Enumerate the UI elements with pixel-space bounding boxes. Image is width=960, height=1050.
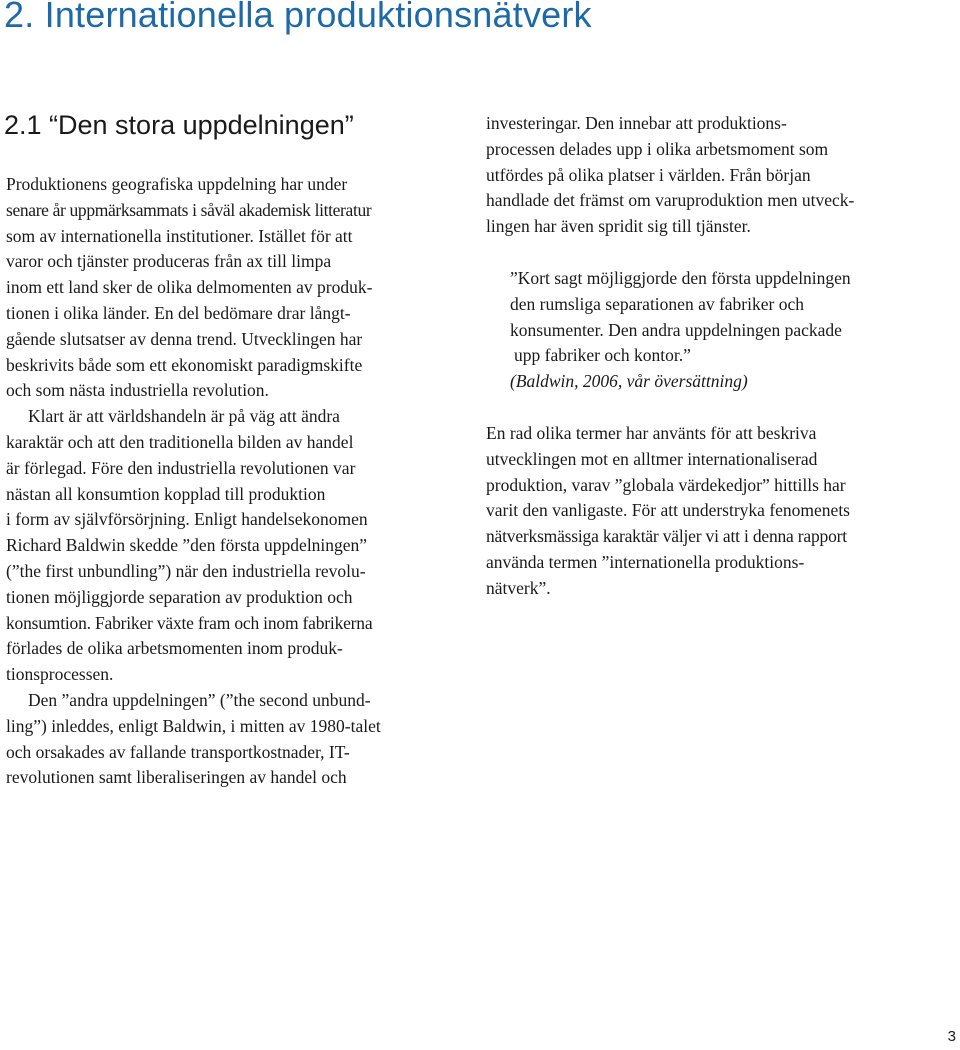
section-title: 2.1 “Den stora uppdelningen” [4,110,354,140]
chapter-title: 2. Internationella produktionsnätverk [4,0,592,35]
body-line: Den ”andra uppdelningen” (”the second unbund- [28,689,371,710]
body-line: nätverksmässiga karaktär väljer vi att i denna rapport [486,526,847,547]
body-line: produktion, varav ”globala värdekedjor” hittills har [486,474,846,495]
quote-line: konsumenter. Den andra uppdelningen packade [510,319,842,340]
quote-line: den rumsliga separationen av fabriker och [510,293,804,314]
body-line: ling”) inleddes, enligt Baldwin, i mitten av 1980-talet [6,715,381,736]
body-line: varor och tjänster produceras från ax till limpa [6,251,332,272]
body-line: karaktär och att den traditionella bilden av handel [6,431,354,452]
body-line: Klart är att världshandeln är på väg att ändra [28,406,340,427]
body-line: inom ett land sker de olika delmomenten av produk- [6,277,373,298]
body-line: utfördes på olika platser i världen. Från början [486,164,811,185]
body-line: i form av självförsörjning. Enligt handelsekonomen [6,509,368,530]
left-column [6,172,450,791]
right-column [486,111,936,602]
closing-paragraph [486,421,936,602]
body-line: gående slutsatser av denna trend. Utvecklingen har [6,328,363,349]
body-line: investeringar. Den innebar att produktions- [486,113,787,133]
body-line: En rad olika termer har använts för att beskriva [486,422,817,443]
body-line: tionen möjliggjorde separation av produktion och [6,586,353,607]
body-line: varit den vanligaste. För att understryka fenomenets [486,500,850,521]
body-line: använda termen ”internationella produktions- [486,551,805,572]
quote-line: upp fabriker och kontor.” [514,345,691,366]
body-line: tionen i olika länder. En del bedömare drar långt- [6,302,351,323]
body-line: som av internationella institutioner. Istället för att [6,225,353,246]
body-line: handlade det främst om varuproduktion men utveck- [486,190,855,211]
intro-paragraph [486,111,936,240]
block-quote [486,266,936,395]
body-line: och som nästa industriella revolution. [6,380,269,401]
paragraph-gap [486,240,936,266]
body-line: (”the first unbundling”) när den industriella revolu- [6,560,366,581]
quote-line: ”Kort sagt möjliggjorde den första uppdelningen [510,267,851,288]
body-line: är förlegad. Före den industriella revolutionen var [6,457,356,478]
paragraph-gap [486,395,936,421]
body-line: nästan all konsumtion kopplad till produktion [6,483,326,504]
quote-citation: (Baldwin, 2006, vår översättning) [510,371,748,392]
body-line: förlades de olika arbetsmomenten inom produk- [6,638,343,659]
body-line: lingen har även spridit sig till tjänster. [486,216,751,237]
body-line: senare år uppmärksammats i såväl akademisk litteratur [6,199,372,220]
body-line: processen delades upp i olika arbetsmoment som [486,138,829,159]
body-line: och orsakades av fallande transportkostnader, IT- [6,741,350,762]
body-line: revolutionen samt liberaliseringen av handel och [6,767,347,788]
body-line: nätverk”. [486,577,551,598]
body-line: utvecklingen mot en alltmer internationaliserad [486,448,818,469]
body-line: beskrivits både som ett ekonomiskt paradigmskifte [6,354,363,375]
body-line: konsumtion. Fabriker växte fram och inom fabrikerna [6,612,373,633]
page-number: 3 [947,1028,956,1045]
body-line: Richard Baldwin skedde ”den första uppdelningen” [6,535,368,556]
body-line: tionsprocessen. [6,664,114,685]
body-line: Produktionens geografiska uppdelning har under [6,174,348,194]
